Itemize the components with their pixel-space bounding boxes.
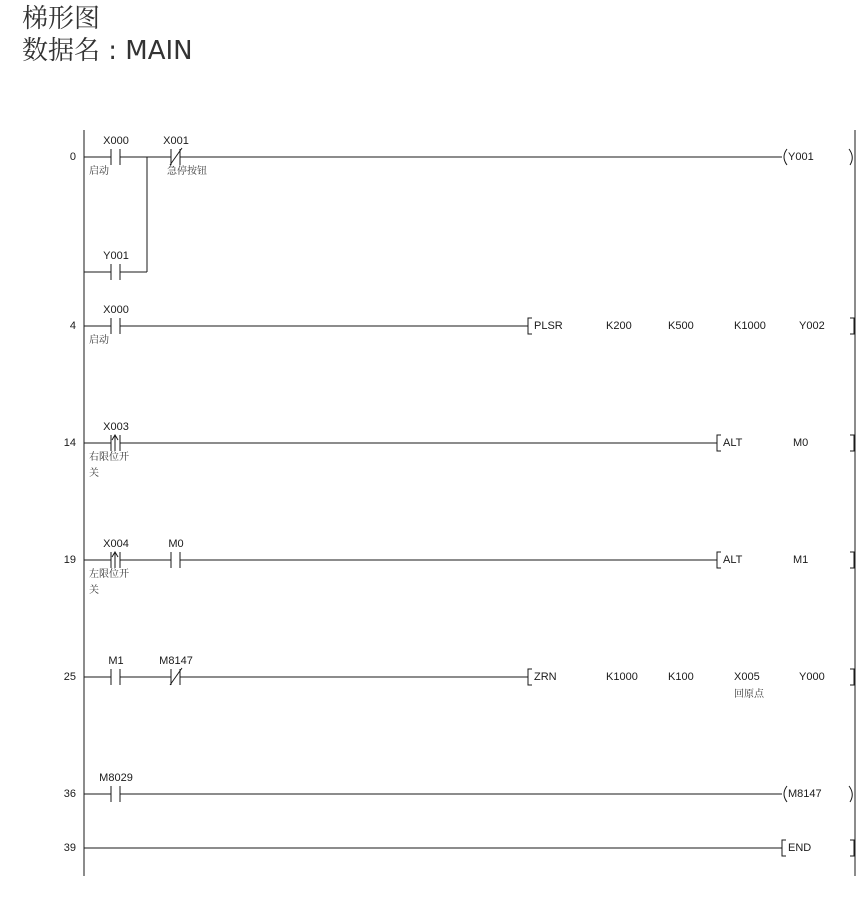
instr-bracket-left — [717, 435, 721, 451]
instruction-operand: Y002 — [799, 320, 825, 332]
instruction-operand: K1000 — [734, 320, 766, 332]
step-number: 39 — [63, 842, 76, 854]
contact-x000 — [111, 149, 120, 165]
step-number: 0 — [69, 151, 76, 163]
instruction-mnemonic: END — [788, 842, 812, 854]
instr-bracket-right — [850, 840, 854, 856]
contact-device-label: X004 — [103, 538, 129, 550]
instr-bracket-left — [528, 669, 532, 685]
rungs — [64, 135, 854, 856]
instr-bracket-right — [850, 435, 854, 451]
instruction-mnemonic: ALT — [723, 554, 743, 566]
contact-x000 — [111, 318, 120, 334]
contact-m8029 — [111, 786, 120, 802]
instruction-operand: K200 — [606, 320, 632, 332]
contact-comment: 右限位开 — [89, 452, 129, 463]
instruction-operand: Y000 — [799, 671, 825, 683]
instr-bracket-right — [850, 669, 854, 685]
step-number: 4 — [69, 320, 76, 332]
contact-x003 — [111, 435, 120, 451]
contact-comment: 关 — [89, 468, 99, 479]
contact-device-label: X000 — [103, 135, 129, 147]
instr-bracket-left — [528, 318, 532, 334]
step-number: 36 — [63, 788, 76, 800]
operand-comment: 回原点 — [734, 689, 764, 700]
instruction-operand: K500 — [668, 320, 694, 332]
contact-device-label: M1 — [108, 655, 124, 667]
contact-comment: 关 — [89, 585, 99, 596]
instruction-operand: K1000 — [606, 671, 638, 683]
coil-left — [784, 786, 787, 802]
coil-right — [849, 786, 852, 802]
contact-comment: 左限位开 — [89, 569, 129, 580]
coil-right — [849, 149, 852, 165]
contact-m0 — [171, 552, 180, 568]
contact-device-label: X001 — [163, 135, 189, 147]
contact-m1 — [111, 669, 120, 685]
instruction-mnemonic: ALT — [723, 437, 743, 449]
data-name-label: 数据名 : MAIN — [22, 36, 193, 66]
instruction-operand: X005 — [734, 671, 760, 683]
instruction-mnemonic: PLSR — [534, 320, 563, 332]
instr-bracket-left — [717, 552, 721, 568]
contact-comment: 启动 — [89, 335, 109, 346]
contact-device-label: X003 — [103, 421, 129, 433]
step-number: 14 — [63, 437, 76, 449]
contact-comment: 急停按钮 — [167, 166, 207, 177]
contact-device-label: M8029 — [99, 772, 133, 784]
branch-device-label: Y001 — [103, 250, 129, 262]
diagram-title: 梯形图 — [22, 4, 101, 34]
contact-comment: 启动 — [89, 166, 109, 177]
instruction-operand: M0 — [793, 437, 809, 449]
contact-y001-branch — [111, 264, 120, 280]
step-number: 19 — [63, 554, 76, 566]
contact-x004 — [111, 552, 120, 568]
contact-device-label: M0 — [168, 538, 184, 550]
coil-left — [784, 149, 787, 165]
instruction-operand: M1 — [793, 554, 809, 566]
coil-device: M8147 — [788, 788, 822, 800]
instruction-mnemonic: ZRN — [534, 671, 557, 683]
instr-bracket-right — [850, 552, 854, 568]
instr-bracket-left — [782, 840, 786, 856]
instruction-operand: K100 — [668, 671, 694, 683]
step-number: 25 — [63, 671, 76, 683]
contact-device-label: M8147 — [159, 655, 193, 667]
coil-device: Y001 — [788, 151, 814, 163]
instr-bracket-right — [850, 318, 854, 334]
contact-device-label: X000 — [103, 304, 129, 316]
